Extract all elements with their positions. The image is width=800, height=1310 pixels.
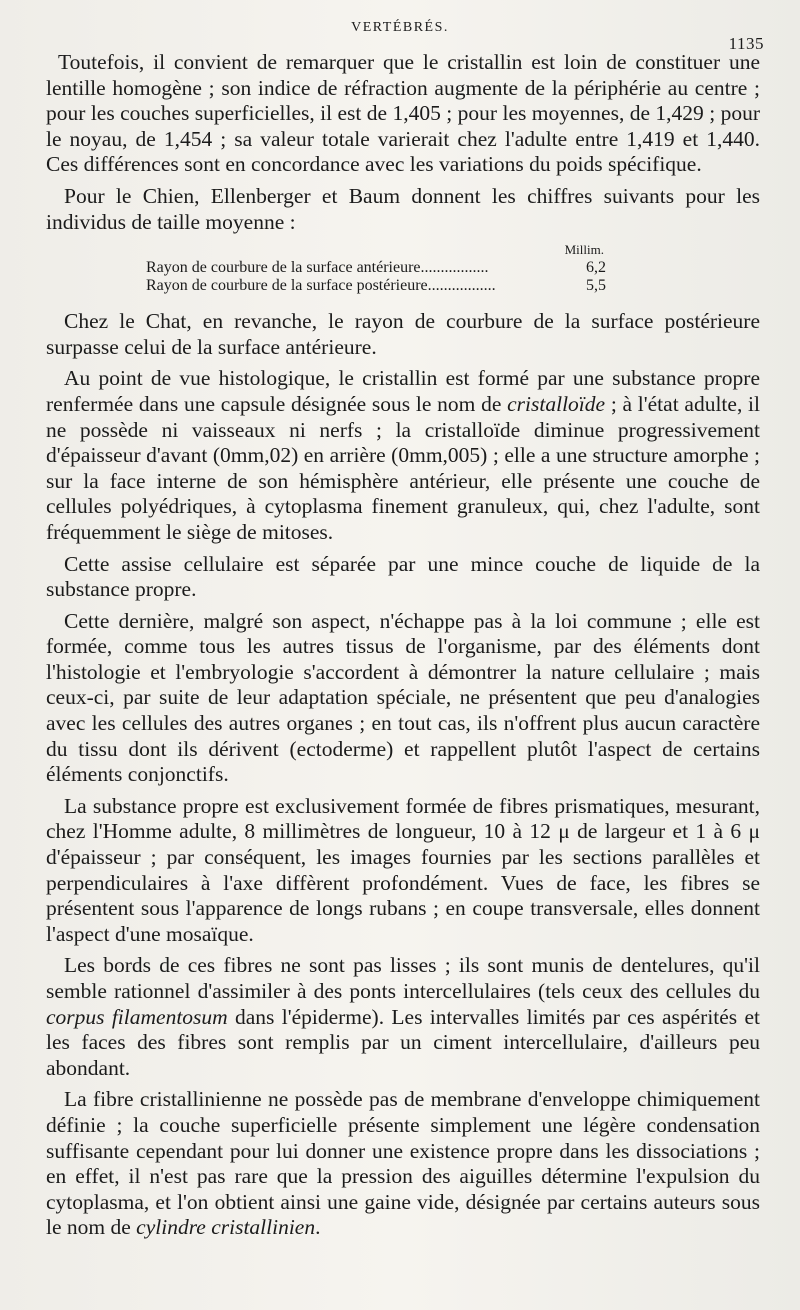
paragraph-fibre-membrane: La fibre cristallinienne ne possède pas de membrane d'enveloppe chimiquement définie ; la couche superficielle présente simplement une légère condensation suffisante cependant pour lui donner une existence propre dans les dissociations ; en effet, il n'est pas rare que la pression des aiguilles détermine l'expulsion du cytoplasma, et l'on obtient ainsi une gaine vide, désignée par certains auteurs sous le nom de cylindre cristallinien. [46, 1087, 760, 1240]
term-corpus-filamentosum: corpus filamentosum [46, 1004, 228, 1029]
measurement-value: 6,2 [586, 259, 606, 277]
paragraph-refraction-index: Toutefois, il convient de remarquer que le cristallin est loin de constituer une lentille homogène ; son indice de réfraction augmente de la périphérie au centre ; pour les couches superficielles, il est de 1,405 ; pour les moyennes, de 1,429 ; pour le noyau, de 1,454 ; sa valeur totale varierait chez l'adulte entre 1,419 et 1,440. Ces différences sont en concordance avec les variations du poids spécifique. [46, 50, 760, 177]
measurement-row [146, 259, 606, 277]
running-head: VERTÉBRÉS. [351, 20, 449, 35]
paragraph-fibre-edges: Les bords de ces fibres ne sont pas lisses ; ils sont munis de dentelures, qu'il semble rationnel d'assimiler à des ponts intercellulaires (tels ceux des cellules du corpus filamentosum dans l'épiderme). Les intervalles limités par ces aspérités et les faces des fibres sont remplis par un ciment intercellulaire, d'ailleurs peu abondant. [46, 953, 760, 1080]
paragraph-fibres: La substance propre est exclusivement formée de fibres prismatiques, mesurant, chez l'Homme adulte, 8 millimètres de longueur, 10 à 12 μ de largeur et 1 à 6 μ d'épaisseur ; par conséquent, les images fournies par les sections parallèles et perpendiculaires à l'axe diffèrent profondément. Vues de face, les fibres se présentent sous l'apparence de longs rubans ; en coupe transversale, elles donnent l'aspect d'une mosaïque. [46, 793, 760, 946]
measurement-label: Rayon de courbure de la surface antérieure................. [146, 259, 489, 277]
measurement-row [146, 277, 606, 295]
measurement-value: 5,5 [586, 277, 606, 295]
paragraph-cell-layer: Cette assise cellulaire est séparée par une mince couche de liquide de la substance propre. [46, 551, 760, 602]
measurement-label: Rayon de courbure de la surface postérieure................. [146, 277, 496, 295]
paragraph-dog-intro: Pour le Chien, Ellenberger et Baum donnent les chiffres suivants pour les individus de taille moyenne : [46, 183, 760, 234]
measurement-table [146, 241, 606, 295]
paragraph-histology: Au point de vue histologique, le cristallin est formé par une substance propre renfermée dans une capsule désignée sous le nom de cristalloïde ; à l'état adulte, il ne possède ni vaisseaux ni nerfs ; la cristalloïde diminue progressivement d'épaisseur d'avant (0mm,02) en arrière (0mm,005) ; elle a une structure amorphe ; sur la face interne de son hémisphère antérieur, elle présente une couche de cellules polyédriques, à cytoplasma finement granuleux, qui, chez l'adulte, sont fréquemment le siège de mitoses. [46, 366, 760, 544]
body-text [46, 50, 760, 1247]
paragraph-cat: Chez le Chat, en revanche, le rayon de courbure de la surface postérieure surpasse celui de la surface antérieure. [46, 309, 760, 359]
measurement-unit: Millim. [564, 242, 604, 258]
paragraph-substance-nature: Cette dernière, malgré son aspect, n'échappe pas à la loi commune ; elle est formée, comme tous les autres tissus de l'organisme, par des éléments dont l'histologie et l'embryologie s'accordent à démontrer la nature cellulaire ; mais ceux-ci, par suite de leur adaptation spéciale, ne présentent que peu d'analogies avec les cellules des autres organes ; en tout cas, ils n'offrent plus aucun caractère du tissu dont ils dérivent (ectoderme) et rappellent plutôt l'aspect de certains éléments conjonctifs. [46, 608, 760, 787]
term-cristalloide: cristalloïde [507, 391, 606, 416]
term-cylindre-cristallinien: cylindre cristallinien [136, 1215, 316, 1240]
page-number: 1135 [728, 34, 764, 53]
